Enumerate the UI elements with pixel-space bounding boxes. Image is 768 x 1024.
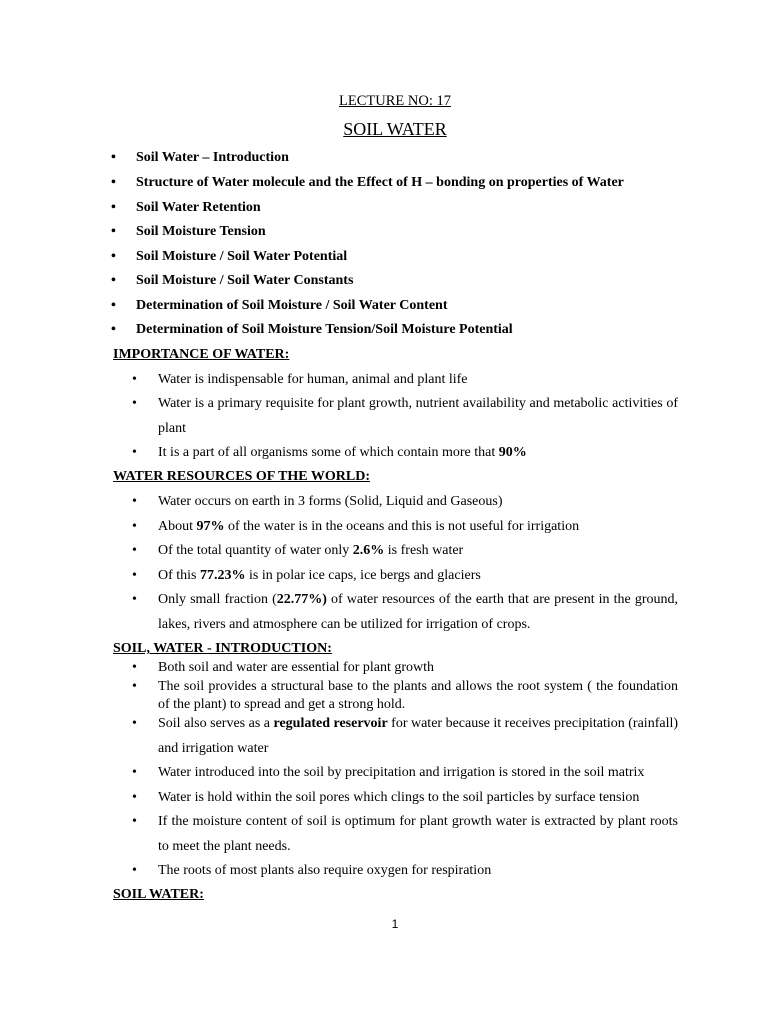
list-item: • Water occurs on earth in 3 forms (Solid, Liquid and Gaseous) [132, 490, 678, 515]
list-item: • Soil also serves as a regulated reservoir for water because it receives precipitation (rainfall) and irrigation water [132, 712, 678, 761]
toc-item: • Soil Moisture / Soil Water Potential [111, 249, 348, 264]
bullet-icon: • [132, 445, 137, 460]
bullet-icon: • [111, 200, 116, 215]
bullet-icon: • [132, 519, 137, 534]
list-item: • The roots of most plants also require oxygen for respiration [132, 859, 678, 884]
bullet-icon: • [132, 494, 137, 509]
bullet-icon: • [132, 716, 137, 731]
section-heading-intro: SOIL, WATER - INTRODUCTION: [113, 641, 332, 656]
bullet-icon: • [132, 543, 137, 558]
bullet-icon: • [111, 224, 116, 239]
bullet-icon: • [132, 592, 137, 607]
bullet-icon: • [111, 298, 116, 313]
bullet-icon: • [111, 150, 116, 165]
bullet-icon: • [111, 249, 116, 264]
bullet-icon: • [111, 322, 116, 337]
toc-item: • Soil Moisture / Soil Water Constants [111, 273, 354, 288]
section-heading-soil-water: SOIL WATER: [113, 887, 204, 902]
section-heading-resources: WATER RESOURCES OF THE WORLD: [113, 469, 370, 484]
list-item: • If the moisture content of soil is optimum for plant growth water is extracted by plant roots to meet the plant needs. [132, 810, 678, 859]
bullet-icon: • [132, 679, 137, 694]
list-item: • Water introduced into the soil by precipitation and irrigation is stored in the soil matrix [132, 761, 678, 786]
section-heading-importance: IMPORTANCE OF WATER: [113, 347, 290, 362]
toc-item: • Soil Moisture Tension [111, 224, 266, 239]
lecture-number: LECTURE NO: 17 [339, 93, 451, 109]
list-item: • Water is indispensable for human, animal and plant life [132, 368, 678, 393]
toc-item: • Determination of Soil Moisture Tension/Soil Moisture Potential [111, 322, 513, 337]
list-item: • Only small fraction (22.77%) of water resources of the earth that are present in the ground, lakes, rivers and atmosphere can be utilized for irrigation of crops. [132, 588, 678, 637]
bullet-icon: • [132, 765, 137, 780]
bullet-icon: • [132, 396, 137, 411]
list-item: • Of the total quantity of water only 2.6% is fresh water [132, 539, 678, 564]
bullet-icon: • [132, 568, 137, 583]
list-item: • The soil provides a structural base to the plants and allows the root system ( the foundation of the plant) to spread and get a strong hold. [132, 679, 678, 712]
toc-item: • Soil Water – Introduction [111, 150, 289, 165]
list-item: • Water is a primary requisite for plant growth, nutrient availability and metabolic activities of plant [132, 392, 678, 441]
list-item: • About 97% of the water is in the oceans and this is not useful for irrigation [132, 515, 678, 540]
page-number: 1 [391, 917, 399, 931]
bullet-icon: • [111, 175, 116, 190]
bullet-icon: • [132, 372, 137, 387]
list-item: • Water is hold within the soil pores which clings to the soil particles by surface tension [132, 786, 678, 811]
toc-item: • Soil Water Retention [111, 200, 261, 215]
list-item: • Both soil and water are essential for plant growth [132, 660, 435, 675]
bullet-icon: • [132, 814, 137, 829]
bullet-icon: • [132, 660, 137, 675]
bullet-icon: • [132, 863, 137, 878]
bullet-icon: • [111, 273, 116, 288]
bullet-icon: • [132, 790, 137, 805]
page-title: SOIL WATER [343, 119, 447, 139]
list-item: • Of this 77.23% is in polar ice caps, ice bergs and glaciers [132, 564, 678, 589]
list-item: • It is a part of all organisms some of which contain more that 90% [132, 441, 678, 466]
toc-item: • Structure of Water molecule and the Effect of H – bonding on properties of Water [111, 175, 624, 190]
toc-item: • Determination of Soil Moisture / Soil Water Content [111, 298, 448, 313]
